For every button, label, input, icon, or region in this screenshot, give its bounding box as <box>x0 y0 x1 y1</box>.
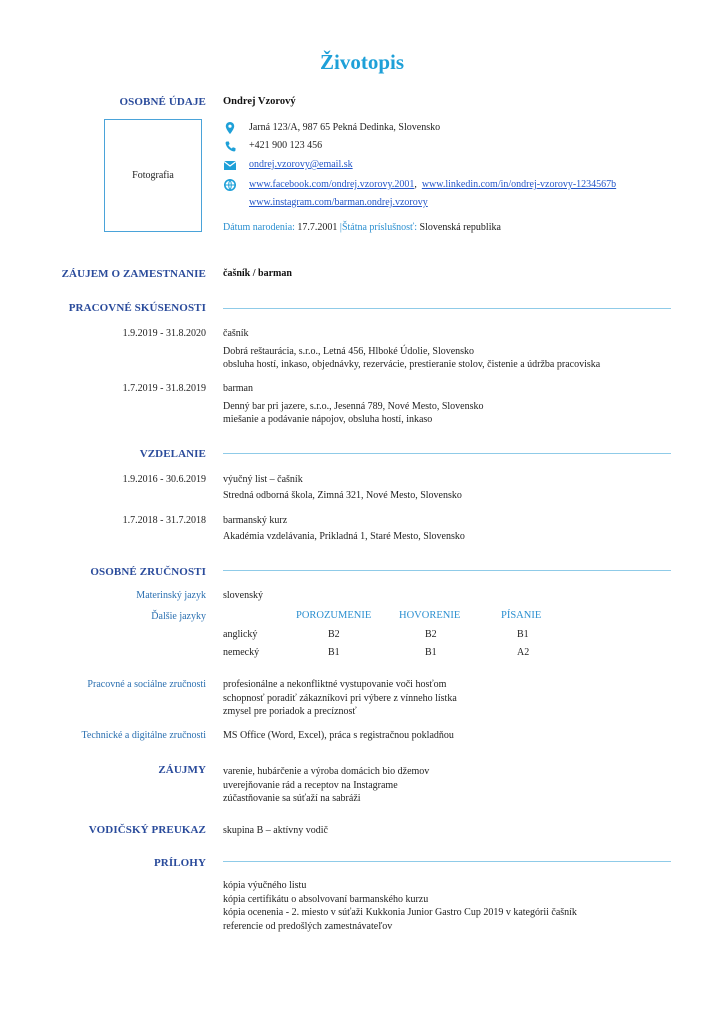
language-row-2-understanding: B1 <box>328 647 340 658</box>
facebook-link[interactable]: www.facebook.com/ondrej.vzorovy.2001 <box>249 179 415 190</box>
language-row-2-writing: A2 <box>517 647 530 658</box>
email-icon <box>223 159 237 171</box>
phone-icon <box>223 140 237 152</box>
hobby-item: uverejňovanie rád a receptov na Instagrame <box>223 779 398 791</box>
email-link[interactable]: ondrej.vzorovy@email.sk <box>249 159 353 170</box>
attachment-item: kópia ocenenia - 2. miesto v súťaži Kukkonia Junior Gastro Cup 2019 v kategórii čašník <box>223 907 577 918</box>
section-personal-label: OSOBNÉ ÚDAJE <box>119 96 206 108</box>
separator: | <box>339 222 342 233</box>
language-row-2-name: nemecký <box>223 647 260 658</box>
section-divider <box>223 308 671 309</box>
education-2-dates: 1.7.2018 - 31.7.2018 <box>122 515 206 526</box>
section-divider <box>223 570 671 571</box>
social-skill-item: profesionálne a nekonfliktné vystupovanie voči hosťom <box>223 679 447 690</box>
attachment-item: kópia certifikátu o absolvovaní barmanského kurzu <box>223 893 429 905</box>
hobby-item: zúčastňovanie sa súťaží na sabráži <box>223 793 361 804</box>
section-divider <box>223 861 671 862</box>
experience-1-desc: obsluha hostí, inkaso, objednávky, rezervácie, prestieranie stolov, čistenie a údržba pracoviska <box>223 359 601 370</box>
page-title: Životopis <box>319 50 405 74</box>
hobbies-list <box>223 765 429 806</box>
experience-2-dates: 1.7.2019 - 31.8.2019 <box>122 383 206 394</box>
birth-value: 17.7.2001 <box>297 222 338 233</box>
phone: +421 900 123 456 <box>249 140 323 151</box>
social-skills-list <box>223 678 457 719</box>
social-skills-label: Pracovné a sociálne zručnosti <box>87 679 206 690</box>
language-row-1-understanding: B2 <box>328 629 340 640</box>
other-languages-label: Ďalšie jazyky <box>151 611 206 622</box>
tech-skills-value: MS Office (Word, Excel), práca s registračnou pokladňou <box>223 730 454 741</box>
section-divider <box>223 453 671 454</box>
education-2-school: Akadémia vzdelávania, Prikladná 1, Staré Mesto, Slovensko <box>223 530 465 542</box>
header-understanding: POROZUMENIE <box>296 610 372 621</box>
header-writing: PÍSANIE <box>501 610 542 621</box>
section-education-label: VZDELANIE <box>139 448 206 460</box>
photo-placeholder <box>104 119 202 232</box>
birth-label: Dátum narodenia: <box>223 222 295 233</box>
nationality-label: Štátna príslušnosť: <box>341 222 418 233</box>
section-hobbies-label: ZÁUJMY <box>158 764 206 776</box>
section-experience-label: PRACOVNÉ SKÚSENOSTI <box>68 302 206 314</box>
experience-1-title: čašník <box>223 328 249 339</box>
photo-label: Fotografia <box>132 170 174 181</box>
native-language-label: Materinský jazyk <box>136 590 206 601</box>
experience-1-dates: 1.9.2019 - 31.8.2020 <box>122 328 206 339</box>
tech-skills-label: Technické a digitálne zručnosti <box>81 730 206 741</box>
language-row-1-speaking: B2 <box>425 629 437 640</box>
attachment-item: kópia výučného listu <box>223 880 307 891</box>
section-attachments-label: PRÍLOHY <box>153 857 206 869</box>
experience-1 <box>223 327 600 372</box>
linkedin-link[interactable]: www.linkedin.com/in/ondrej-vzorovy-1234567b <box>421 179 617 190</box>
birth-nationality-row <box>223 222 501 233</box>
language-row-2-speaking: B1 <box>425 647 437 658</box>
instagram-link[interactable]: www.instagram.com/barman.ondrej.vzorovy <box>249 197 428 208</box>
experience-2-employer: Denný bar pri jazere, s.r.o., Jesenná 789, Nové Mesto, Slovensko <box>223 400 484 412</box>
attachment-item: referencie od predošlých zamestnávateľov <box>223 920 393 932</box>
header-speaking: HOVORENIE <box>399 610 461 621</box>
section-license-label: VODIČSKÝ PREUKAZ <box>88 824 206 836</box>
social-skill-item: zmysel pre poriadok a precíznosť <box>223 706 357 717</box>
address: Jarná 123/A, 987 65 Pekná Dedinka, Slovensko <box>249 122 441 133</box>
native-language-value: slovenský <box>223 590 263 601</box>
nationality-value: Slovenská republika <box>419 222 501 233</box>
job-interest-value: čašník / barman <box>223 268 292 279</box>
social-skill-item: schopnosť poradiť zákazníkovi pri výbere z vínneho lístka <box>223 692 457 704</box>
education-1 <box>223 473 462 502</box>
education-1-school: Stredná odborná škola, Zimná 321, Nové Mesto, Slovensko <box>223 489 462 501</box>
education-2 <box>223 514 465 543</box>
education-2-title: barmanský kurz <box>223 515 288 526</box>
full-name: Ondrej Vzorový <box>223 96 296 107</box>
location-pin-icon <box>223 122 237 134</box>
web-icon <box>223 179 237 191</box>
attachments-list <box>223 879 577 933</box>
education-1-title: výučný list – čašník <box>223 474 303 485</box>
language-row-1-writing: B1 <box>517 629 529 640</box>
experience-2 <box>223 382 484 427</box>
education-1-dates: 1.9.2016 - 30.6.2019 <box>122 474 206 485</box>
experience-2-desc: miešanie a podávanie nápojov, obsluha hostí, inkaso <box>223 414 433 425</box>
web-links-row1: www.facebook.com/ondrej.vzorovy.2001, www.linkedin.com/in/ondrej-vzorovy-1234567b <box>249 179 617 190</box>
license-value: skupina B – aktívny vodič <box>223 825 328 836</box>
section-skills-label: OSOBNÉ ZRUČNOSTI <box>90 566 206 578</box>
language-row-1-name: anglický <box>223 629 258 640</box>
section-job-interest-label: ZÁUJEM O ZAMESTNANIE <box>61 268 206 280</box>
hobby-item: varenie, hubárčenie a výroba domácich bio džemov <box>223 766 430 777</box>
experience-2-title: barman <box>223 383 253 394</box>
experience-1-employer: Dobrá reštaurácia, s.r.o., Letná 456, Hlboké Údolie, Slovensko <box>223 345 475 357</box>
